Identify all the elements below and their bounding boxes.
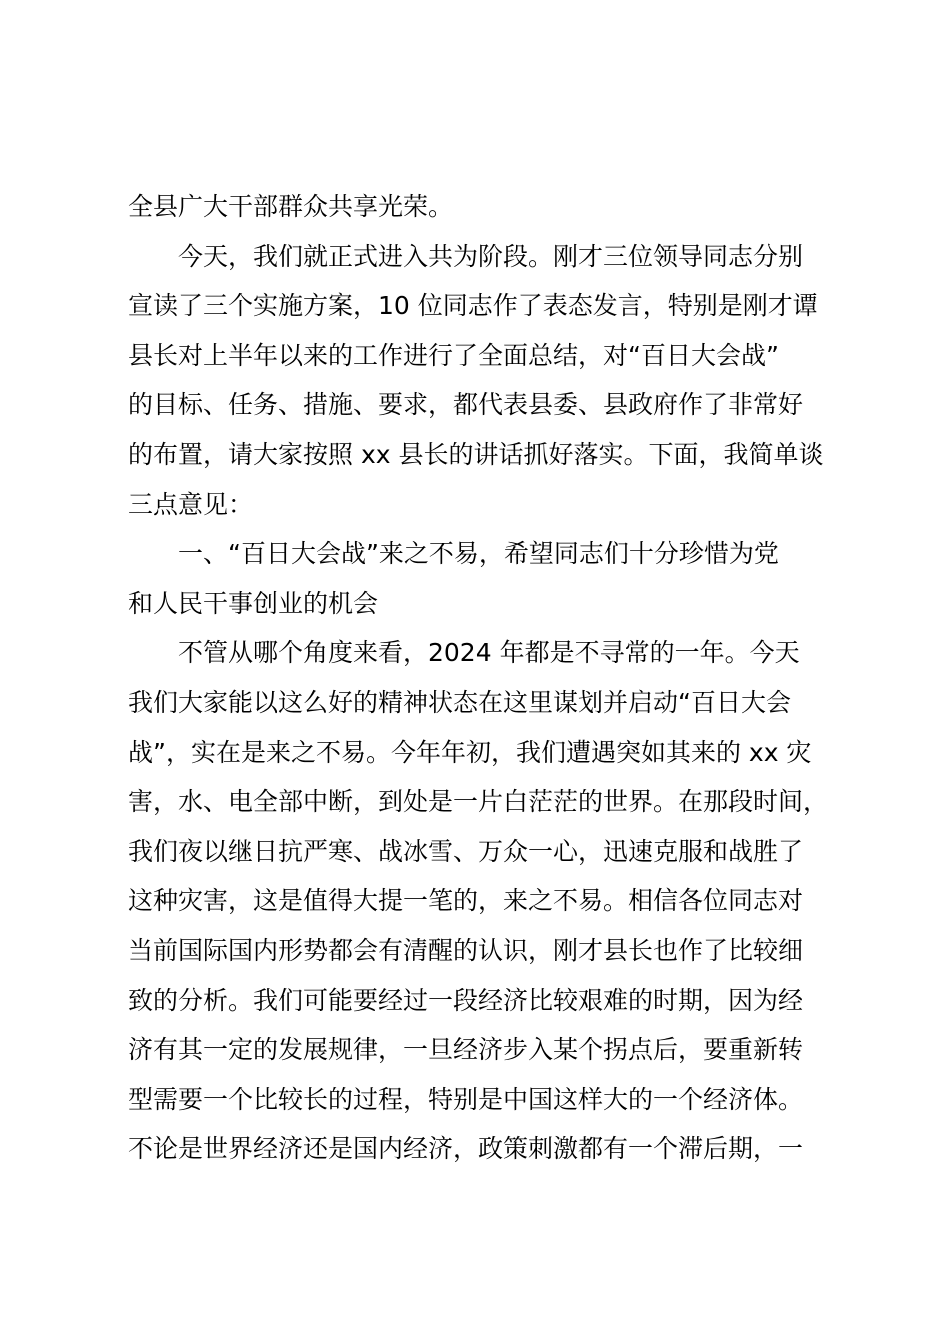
text-line-20: 不论是世界经济还是国内经济，政策刺激都有一个滞后期，一 (128, 1134, 804, 1164)
text-line-4: 县长对上半年以来的工作进行了全面总结，对“百日大会战” (128, 340, 779, 370)
text-line-11: 我们大家能以这么好的精神状态在这里谋划并启动“百日大会 (128, 687, 791, 717)
text-line-10: 不管从哪个角度来看，2024 年都是不寻常的一年。今天 (178, 638, 800, 668)
text-line-1: 全县广大干部群众共享光荣。 (128, 192, 454, 221)
text-line-19: 型需要一个比较长的过程，特别是中国这样大的一个经济体。 (128, 1084, 804, 1114)
text-line-2: 今天，我们就正式进入共为阶段。刚才三位领导同志分别 (178, 241, 804, 271)
text-line-5: 的目标、任务、措施、要求，都代表县委、县政府作了非常好 (128, 390, 804, 420)
section-heading-line-1: 一、“百日大会战”来之不易，希望同志们十分珍惜为党 (178, 539, 779, 569)
text-line-3: 宣读了三个实施方案，10 位同志作了表态发言，特别是刚才谭 (128, 291, 818, 321)
text-line-12: 战”，实在是来之不易。今年年初，我们遭遇突如其来的 xx 灾 (128, 737, 812, 767)
section-heading-line-2: 和人民干事创业的机会 (128, 588, 379, 618)
text-line-18: 济有其一定的发展规律，一旦经济步入某个拐点后，要重新转 (128, 1035, 804, 1065)
text-line-13: 害，水、电全部中断，到处是一片白茫茫的世界。在那段时间， (128, 787, 829, 817)
text-line-17: 致的分析。我们可能要经过一段经济比较艰难的时期，因为经 (128, 985, 804, 1015)
text-line-7: 三点意见： (128, 489, 254, 519)
text-line-16: 当前国际国内形势都会有清醒的认识，刚才县长也作了比较细 (128, 935, 804, 965)
text-line-15: 这种灾害，这是值得大提一笔的，来之不易。相信各位同志对 (128, 886, 804, 916)
text-line-14: 我们夜以继日抗严寒、战冰雪、万众一心，迅速克服和战胜了 (128, 836, 804, 866)
text-line-6: 的布置，请大家按照 xx 县长的讲话抓好落实。下面，我简单谈 (128, 439, 824, 469)
document-body (128, 182, 840, 1174)
